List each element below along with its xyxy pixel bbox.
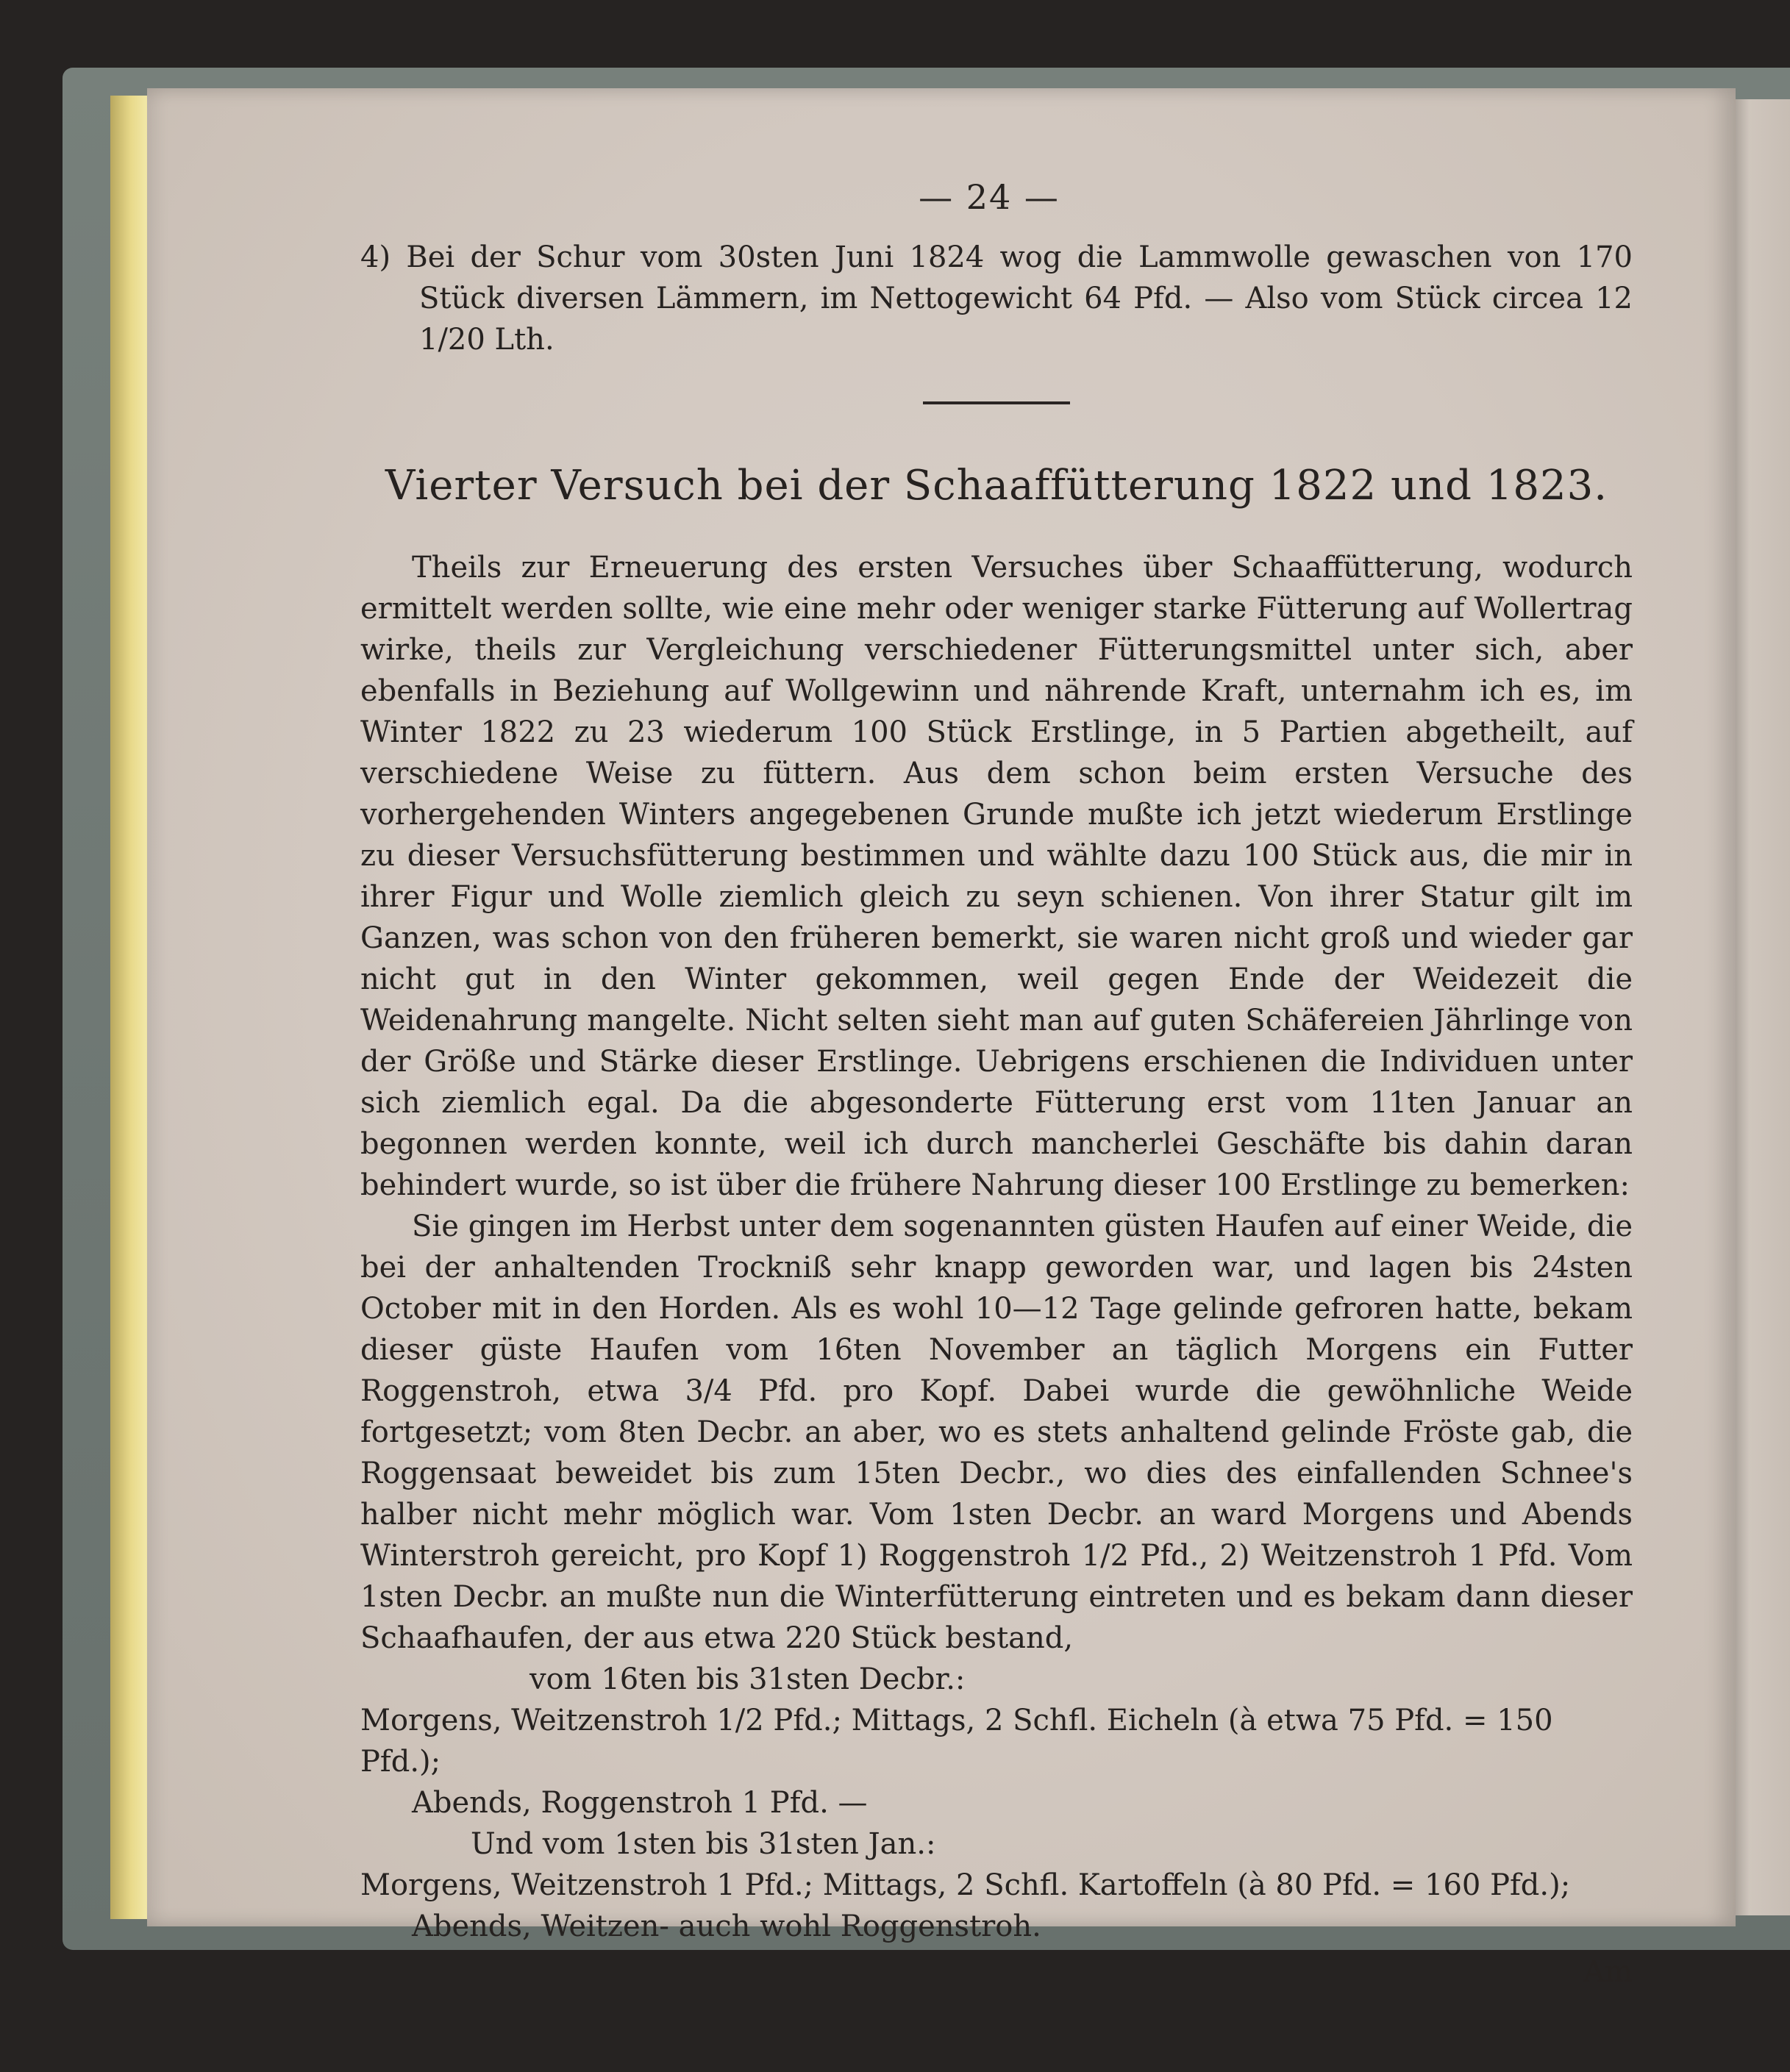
page-text [360,176,1633,1993]
paragraph-1: Theils zur Erneuerung des ersten Versuches über Schaaffütterung, wodurch ermittelt werden sollte, wie eine mehr oder weniger starke Fütterung auf Wollertrag wirke, theils zur Vergleichung verschiedener Fütterungsmittel unter sich, aber ebenfalls in Beziehung auf Wollgewinn und nährende Kraft, unternahm ich es, im Winter 1822 zu 23 wiederum 100 Stück Erstlinge, in 5 Partien abgetheilt, auf verschiedene Weise zu füttern. Aus dem schon beim ersten Versuche des vorhergehenden Winters angegebenen Grunde mußte ich jetzt wiederum Erstlinge zu dieser Versuchsfütterung bestimmen und wählte dazu 100 Stück aus, die mir in ihrer Figur und Wolle ziemlich gleich zu seyn schienen. Von ihrer Statur gilt im Ganzen, was schon von den früheren bemerkt, sie waren nicht groß und wieder gar nicht gut in den Winter gekommen, weil gegen Ende der Weidezeit die Weidenahrung mangelte. Nicht selten sieht man auf guten Schäfereien Jährlinge von der Größe und Stärke dieser Erstlinge. Uebrigens erschienen die Individuen unter sich ziemlich egal. Da die abgesonderte Fütterung erst vom 11ten Januar an begonnen werden konnte, weil ich durch mancherlei Geschäfte bis dahin daran behindert wurde, so ist über die frühere Nahrung dieser 100 Erstlinge zu bemerken: [360,551,1633,1202]
feeding-line-morning-2: Morgens, Weitzenstroh 1 Pfd.; Mittags, 2 Schfl. Kartoffeln (à 80 Pfd. = 160 Pfd.); [360,1868,1571,1902]
feeding-period-2: Und vom 1sten bis 31sten Jan.: [471,1827,936,1861]
section-heading: Vierter Versuch bei der Schaaffütterung 1822 und 1823. [385,462,1608,510]
feeding-line-morning-1: Morgens, Weitzenstroh 1/2 Pfd.; Mittags, 2 Schfl. Eicheln (à etwa 75 Pfd. = 150 Pfd.); [360,1704,1553,1779]
paragraph-2: Sie gingen im Herbst unter dem sogenannten güsten Haufen auf einer Weide, die bei der anhaltenden Trockniß sehr knapp geworden war, und lagen bis 24sten October mit in den Horden. Als es wohl 10—12 Tage gelinde gefroren hatte, bekam dieser güste Haufen vom 16ten November an täglich Morgens ein Futter Roggenstroh, etwa 3/4 Pfd. pro Kopf. Dabei wurde die gewöhnliche Weide fortgesetzt; vom 8ten Decbr. an aber, wo es stets anhaltend gelinde Fröste gab, die Roggensaat beweidet bis zum 15ten Decbr., wo dies des einfallenden Schnee's halber nicht mehr möglich war. Vom 1sten Decbr. an ward Morgens und Abends Winterstroh gereicht, pro Kopf 1) Roggenstroh 1/2 Pfd., 2) Weitzenstroh 1 Pfd. Vom 1sten Decbr. an mußte nun die Winterfütterung eintreten und es bekam dann dieser Schaafhaufen, der aus etwa 220 Stück bestand, [360,1210,1633,1655]
facing-page-edge [1732,99,1790,1915]
entry-4: 4) Bei der Schur vom 30sten Juni 1824 wog die Lammwolle gewaschen von 170 Stück diversen Lämmern, im Nettogewicht 64 Pfd. — Also vom Stück circea 12 1/20 Lth. [360,240,1633,357]
feeding-period-1: vom 16ten bis 31sten Decbr.: [529,1662,966,1696]
feeding-line-evening-2: Abends, Weitzen- auch wohl Roggenstroh. [412,1910,1041,1943]
catchword: Am [1583,1955,1633,1989]
feeding-line-evening-1: Abends, Roggenstroh 1 Pfd. — [412,1786,868,1820]
section-rule [923,401,1070,404]
page-number: — 24 — [919,177,1060,217]
